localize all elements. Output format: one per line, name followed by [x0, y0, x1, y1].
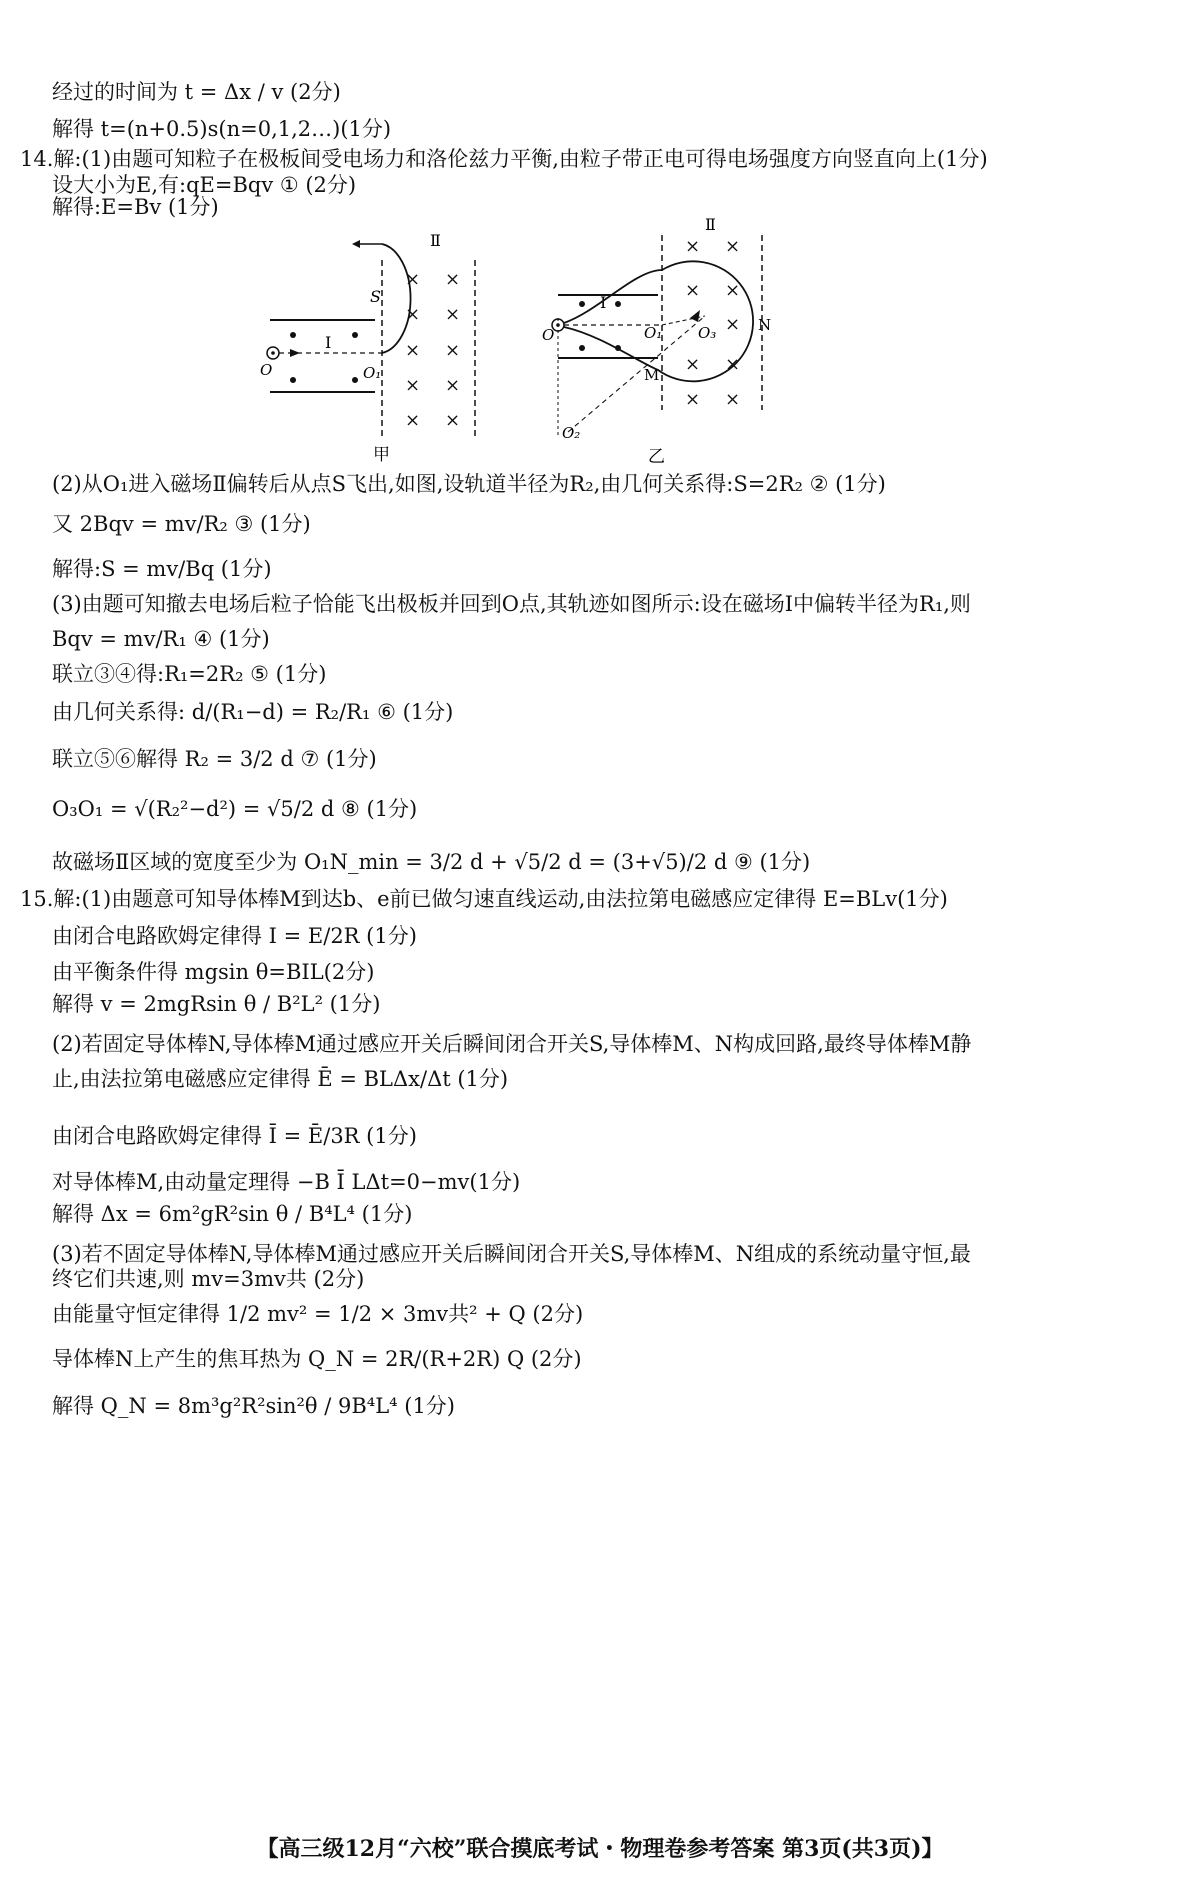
- svg-text:×: ×: [685, 354, 701, 375]
- text-line: 止,由法拉第电磁感应定律得 Ē = BLΔx/Δt (1分): [52, 1067, 509, 1091]
- fig-label-o: O: [260, 361, 273, 379]
- svg-text:×: ×: [445, 269, 461, 290]
- figure-jia: [255, 230, 500, 465]
- fig-label-region-1: Ⅰ: [325, 333, 332, 352]
- svg-text:×: ×: [445, 340, 461, 361]
- svg-text:×: ×: [725, 389, 741, 410]
- figure-yi: [540, 210, 785, 465]
- svg-text:×: ×: [725, 280, 741, 301]
- fig-label-o3: O₃: [698, 324, 717, 342]
- fig-label-region-2: Ⅱ: [705, 215, 716, 234]
- svg-text:×: ×: [685, 389, 701, 410]
- svg-text:×: ×: [405, 269, 421, 290]
- text-line: 解得 Q_N = 8m³g²R²sin²θ / 9B⁴L⁴ (1分): [52, 1394, 455, 1418]
- text-line: 设大小为E,有:qE=Bqv ① (2分): [52, 173, 357, 197]
- text-line: 解得:S = mv/Bq (1分): [52, 557, 272, 581]
- fig-label-s: S: [370, 287, 381, 306]
- text-line: 解得 Δx = 6m²gR²sin θ / B⁴L⁴ (1分): [52, 1202, 413, 1226]
- fig-label-region-2: Ⅱ: [430, 231, 441, 250]
- text-line: (2)从O₁进入磁场Ⅱ偏转后从点S飞出,如图,设轨道半径为R₂,由几何关系得:S=2R₂ ② (1分): [52, 472, 886, 496]
- text-line: 由能量守恒定律得 1/2 mv² = 1/2 × 3mv共² + Q (2分): [52, 1302, 584, 1326]
- svg-text:×: ×: [445, 304, 461, 325]
- svg-text:×: ×: [685, 280, 701, 301]
- svg-text:×: ×: [445, 375, 461, 396]
- svg-text:×: ×: [405, 340, 421, 361]
- text-line: 导体棒N上产生的焦耳热为 Q_N = 2R/(R+2R) Q (2分): [52, 1347, 582, 1371]
- svg-text:×: ×: [405, 375, 421, 396]
- text-line: 联立③④得:R₁=2R₂ ⑤ (1分): [52, 662, 327, 686]
- svg-text:×: ×: [445, 410, 461, 431]
- svg-text:×: ×: [725, 354, 741, 375]
- fig-caption: 甲: [373, 445, 390, 465]
- text-line: 由平衡条件得 mgsin θ=BIL(2分): [52, 960, 375, 984]
- text-line: 经过的时间为 t = Δx / v (2分): [52, 80, 341, 104]
- svg-text:×: ×: [405, 410, 421, 431]
- text-line: (3)若不固定导体棒N,导体棒M通过感应开关后瞬间闭合开关S,导体棒M、N组成的系统动量守恒,最: [52, 1242, 971, 1266]
- text-line: 解得 t=(n+0.5)s(n=0,1,2…)(1分): [52, 117, 392, 141]
- svg-text:×: ×: [405, 304, 421, 325]
- page-footer: 【高三级12月“六校”联合摸底考试・物理卷参考答案 第3页(共3页)】: [256, 1836, 944, 1862]
- fig-label-o2: O₂: [562, 424, 581, 442]
- fig-label-o1: O₁: [644, 324, 663, 342]
- text-line: 解得 v = 2mgRsin θ / B²L² (1分): [52, 992, 381, 1016]
- svg-text:×: ×: [725, 314, 741, 335]
- text-line: 故磁场Ⅱ区域的宽度至少为 O₁N_min = 3/2 d + √5/2 d = (3+√5)/2 d ⑨ (1分): [52, 850, 811, 874]
- text-line: 终它们共速,则 mv=3mv共 (2分): [52, 1267, 365, 1291]
- text-line: O₃O₁ = √(R₂²−d²) = √5/2 d ⑧ (1分): [52, 797, 418, 821]
- fig-label-o1: O₁: [363, 364, 382, 382]
- fig-label-o: O: [542, 326, 555, 344]
- text-line: 由闭合电路欧姆定律得 Ī = Ē/3R (1分): [52, 1124, 417, 1148]
- text-line: 由几何关系得: d/(R₁−d) = R₂/R₁ ⑥ (1分): [52, 700, 454, 724]
- text-line: 对导体棒M,由动量定理得 −B Ī LΔt=0−mv(1分): [52, 1170, 521, 1194]
- fig-label-m: M: [644, 366, 660, 384]
- text-line: 解得:E=Bv (1分): [52, 195, 219, 219]
- text-line: Bqv = mv/R₁ ④ (1分): [52, 627, 270, 651]
- text-line: (2)若固定导体棒N,导体棒M通过感应开关后瞬间闭合开关S,导体棒M、N构成回路,最终导体棒M静: [52, 1032, 972, 1056]
- svg-text:×: ×: [725, 236, 741, 257]
- svg-text:×: ×: [685, 236, 701, 257]
- text-line: 14.解:(1)由题可知粒子在极板间受电场力和洛伦兹力平衡,由粒子带正电可得电场强度方向竖直向上(1分): [20, 147, 988, 171]
- fig-label-region-1: Ⅰ: [600, 293, 607, 312]
- fig-label-n: N: [758, 316, 772, 334]
- fig-caption: 乙: [648, 447, 665, 465]
- text-line: (3)由题可知撤去电场后粒子恰能飞出极板并回到O点,其轨迹如图所示:设在磁场Ⅰ中偏转半径为R₁,则: [52, 592, 971, 616]
- text-line: 又 2Bqv = mv/R₂ ③ (1分): [52, 512, 311, 536]
- text-line: 15.解:(1)由题意可知导体棒M到达b、e前已做匀速直线运动,由法拉第电磁感应定律得 E=BLv(1分): [20, 887, 948, 911]
- text-line: 由闭合电路欧姆定律得 I = E/2R (1分): [52, 924, 417, 948]
- text-line: 联立⑤⑥解得 R₂ = 3/2 d ⑦ (1分): [52, 747, 377, 771]
